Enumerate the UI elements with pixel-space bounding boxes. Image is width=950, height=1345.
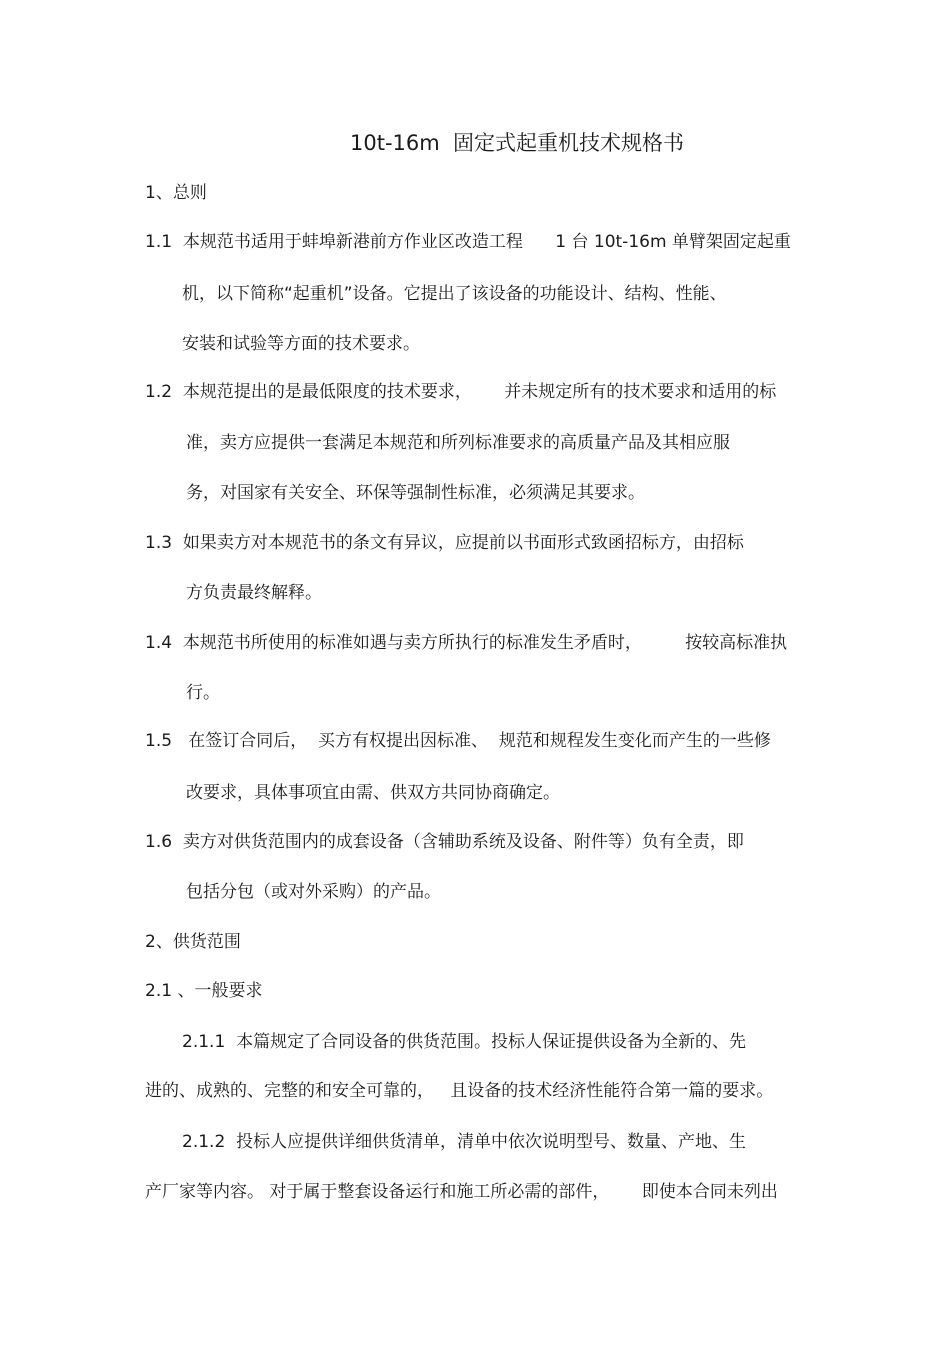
clause-line: 1.6 卖方对供货范围内的成套设备（含辅助系统及设备、附件等）负有全责，即 [145,832,744,852]
clause-line: 改要求，具体事项宜由需、供双方共同协商确定。 [186,783,560,803]
clause-line: 安装和试验等方面的技术要求。 [182,334,420,354]
section-heading: 1、总则 [145,183,207,203]
section-heading: 2、供货范围 [145,932,241,952]
clause-line: 进的、成熟的、完整的和安全可靠的， 且设备的技术经济性能符合第一篇的要求。 [145,1081,774,1101]
clause-line: 方负责最终解释。 [186,583,322,603]
clause-line: 包括分包（或对外采购）的产品。 [186,882,441,902]
clause-line: 2.1.2 投标人应提供详细供货清单，清单中依次说明型号、数量、产地、生 [182,1132,747,1152]
document-title: 10t-16m 固定式起重机技术规格书 [350,131,685,155]
subsection-heading: 2.1 、一般要求 [145,981,263,1001]
clause-line: 1.3 如果卖方对本规范书的条文有异议，应提前以书面形式致函招标方，由招标 [145,533,744,553]
clause-line: 1.5 在签订合同后， 买方有权提出因标准、 规范和规程发生变化而产生的一些修 [145,731,771,751]
clause-line: 2.1.1 本篇规定了合同设备的供货范围。投标人保证提供设备为全新的、先 [182,1032,747,1052]
clause-line: 1.1 本规范书适用于蚌埠新港前方作业区改造工程 1 台 10t-16m 单臂架固定起重 [145,232,791,252]
clause-line: 准，卖方应提供一套满足本规范和所列标准要求的高质量产品及其相应服 [186,433,730,453]
clause-line: 1.2 本规范提出的是最低限度的技术要求， 并未规定所有的技术要求和适用的标 [145,382,777,402]
clause-line: 行。 [186,683,220,703]
clause-line: 1.4 本规范书所使用的标准如遇与卖方所执行的标准发生矛盾时， 按较高标准执 [145,633,788,653]
clause-line: 机，以下简称“起重机”设备。它提出了该设备的功能设计、结构、性能、 [182,284,727,304]
clause-line: 产厂家等内容。 对于属于整套设备运行和施工所必需的部件， 即使本合同未列出 [145,1182,778,1202]
clause-line: 务，对国家有关安全、环保等强制性标准，必须满足其要求。 [186,483,645,503]
